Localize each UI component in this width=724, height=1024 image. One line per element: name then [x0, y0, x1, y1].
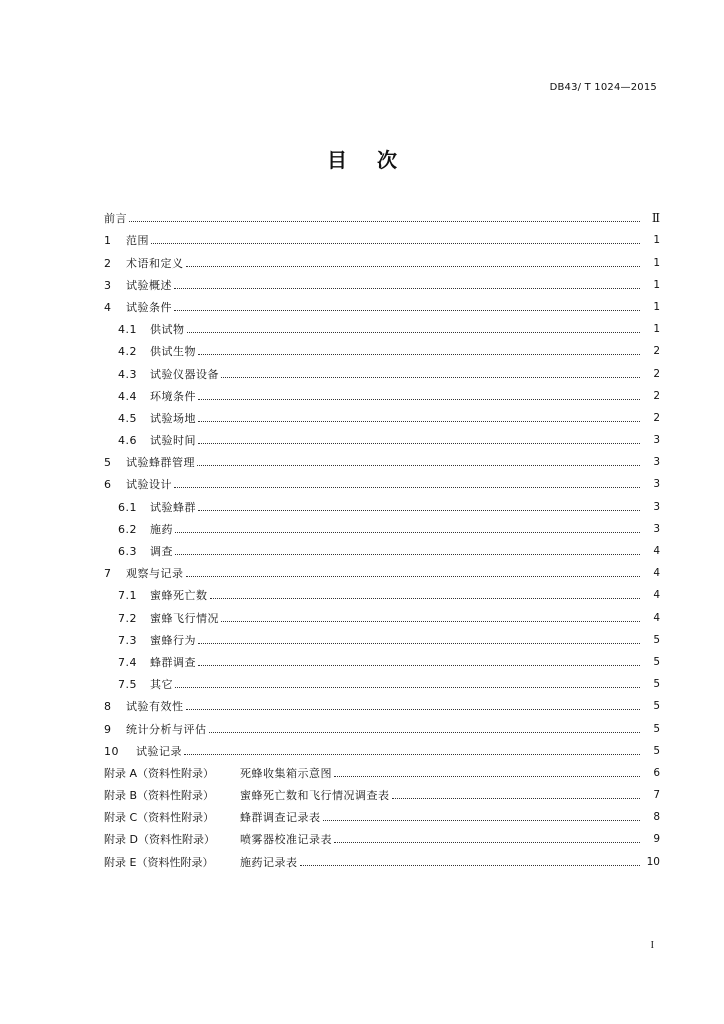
table-of-contents: [104, 203, 660, 869]
toc-entry-page: 10: [646, 855, 660, 868]
toc-entry-page: 4: [653, 589, 660, 602]
toc-entry[interactable]: [104, 602, 660, 624]
toc-entry-title: 试验条件: [126, 300, 172, 314]
toc-entry[interactable]: [104, 403, 660, 425]
toc-entry[interactable]: [104, 713, 660, 735]
toc-entry[interactable]: [104, 336, 660, 358]
page-title: [0, 144, 724, 173]
toc-entry-title: 施药: [150, 522, 173, 536]
dot-leader: [184, 754, 640, 755]
dot-leader: [174, 288, 640, 289]
dot-leader: [198, 354, 640, 355]
toc-entry-number: 3: [104, 278, 112, 292]
toc-entry-title: 试验设计: [126, 478, 172, 492]
toc-entry-label: [104, 257, 184, 270]
toc-entry-title: 试验场地: [150, 411, 196, 425]
toc-entry-label: [118, 434, 196, 447]
toc-entry-label: [118, 545, 173, 558]
toc-entry[interactable]: [104, 381, 660, 403]
toc-entry-title: 试验蜂群: [150, 500, 196, 514]
toc-entry-label: [118, 634, 196, 647]
toc-entry[interactable]: [104, 225, 660, 247]
toc-entry-page: 1: [653, 256, 660, 269]
toc-entry-number: 4.3: [118, 367, 137, 381]
toc-entry-number: 4.6: [118, 434, 137, 448]
toc-entry[interactable]: [104, 647, 660, 669]
toc-entry[interactable]: [104, 691, 660, 713]
toc-entry-page: 1: [653, 323, 660, 336]
toc-entry-label: [104, 279, 172, 292]
toc-entry-label: [104, 478, 172, 491]
toc-entry-label: [118, 656, 196, 669]
toc-entry-number: 附录 A（资料性附录）: [104, 766, 215, 780]
toc-entry-number: 4.1: [118, 323, 137, 337]
toc-entry-label: [104, 723, 207, 736]
toc-entry[interactable]: [104, 292, 660, 314]
toc-entry-label: [104, 301, 172, 314]
toc-entry-page: 3: [653, 500, 660, 513]
toc-entry-page: 3: [653, 456, 660, 469]
toc-entry-number: 6.1: [118, 500, 137, 514]
toc-entry-label: [104, 700, 184, 713]
toc-entry-number: 7.5: [118, 678, 137, 692]
toc-entry-page: 5: [653, 744, 660, 757]
dot-leader: [209, 732, 641, 733]
toc-entry-number: 4.5: [118, 411, 137, 425]
toc-entry-title: 蜂群调查记录表: [240, 811, 321, 825]
dot-leader: [151, 243, 640, 244]
toc-entry[interactable]: [104, 247, 660, 269]
dot-leader: [323, 820, 641, 821]
toc-entry-number: 8: [104, 700, 112, 714]
page-number: I: [650, 940, 654, 951]
dot-leader: [174, 487, 640, 488]
toc-entry[interactable]: [104, 736, 660, 758]
toc-entry-title: 调查: [150, 545, 173, 558]
toc-entry-page: 4: [653, 611, 660, 624]
dot-leader: [210, 598, 641, 599]
toc-entry-page: 1: [653, 278, 660, 291]
toc-entry-label: [118, 678, 173, 691]
toc-entry-number: 附录 C（资料性附录）: [104, 811, 215, 825]
toc-entry-page: 8: [653, 811, 660, 824]
toc-entry-number: 附录 B（资料性附录）: [104, 789, 215, 803]
toc-entry[interactable]: [104, 314, 660, 336]
toc-entry-number: 9: [104, 722, 112, 736]
toc-entry[interactable]: [104, 580, 660, 602]
toc-entry-number: 7.2: [118, 611, 137, 625]
toc-entry-title: 蜜蜂死亡数: [150, 589, 208, 603]
toc-entry-label: [104, 234, 149, 247]
toc-entry-label: [104, 833, 332, 846]
toc-entry[interactable]: [104, 558, 660, 580]
dot-leader: [198, 443, 640, 444]
toc-entry-number: 2: [104, 256, 112, 270]
toc-entry-label: [104, 811, 321, 824]
dot-leader: [198, 399, 640, 400]
toc-entry-title: 其它: [150, 678, 173, 692]
toc-entry-title: 范围: [126, 234, 149, 248]
toc-entry-number: 附录 E（资料性附录）: [104, 855, 214, 869]
dot-leader: [174, 310, 640, 311]
toc-entry-title: 试验时间: [150, 434, 196, 448]
toc-entry-number: 4.2: [118, 345, 137, 359]
toc-entry-page: 2: [653, 411, 660, 424]
toc-entry-number: 7.3: [118, 633, 137, 647]
toc-entry-label: [118, 368, 219, 381]
toc-entry[interactable]: [104, 425, 660, 447]
toc-entry-page: Ⅱ: [651, 211, 660, 226]
toc-entry-label: [118, 345, 196, 358]
toc-entry-number: 6: [104, 478, 112, 492]
toc-entry[interactable]: [104, 780, 660, 802]
toc-entry-label: [104, 767, 332, 780]
toc-entry-title: 蜂群调查: [150, 655, 196, 669]
toc-entry-page: 5: [653, 722, 660, 735]
toc-entry-number: 4.4: [118, 389, 137, 403]
toc-entry-number: 6.3: [118, 545, 137, 558]
toc-entry-page: 3: [653, 522, 660, 535]
toc-entry[interactable]: [104, 625, 660, 647]
dot-leader: [175, 687, 640, 688]
dot-leader: [186, 266, 641, 267]
toc-entry-page: 6: [653, 766, 660, 779]
toc-entry[interactable]: [104, 758, 660, 780]
toc-entry-title: 前言: [104, 212, 127, 226]
toc-entry-title: 施药记录表: [240, 855, 298, 869]
dot-leader: [198, 643, 640, 644]
toc-entry-title: 试验蜂群管理: [126, 456, 195, 470]
dot-leader: [198, 421, 640, 422]
document-code: DB43/ T 1024—2015: [549, 82, 657, 93]
toc-entry-title: 试验记录: [136, 744, 182, 758]
dot-leader: [175, 554, 640, 555]
toc-entry[interactable]: [104, 203, 660, 225]
toc-entry-label: [104, 212, 127, 225]
toc-entry[interactable]: [104, 469, 660, 491]
toc-entry[interactable]: [104, 669, 660, 691]
toc-entry-number: 1: [104, 234, 112, 248]
toc-entry-label: [118, 589, 208, 602]
toc-entry-page: 3: [653, 434, 660, 447]
toc-entry-page: 2: [653, 367, 660, 380]
toc-entry-page: 7: [653, 789, 660, 802]
toc-entry-title: 统计分析与评估: [126, 722, 207, 736]
toc-entry-title: 蜜蜂死亡数和飞行情况调查表: [240, 789, 390, 803]
toc-entry-label: [104, 456, 195, 469]
dot-leader: [392, 798, 641, 799]
toc-entry-page: 1: [653, 234, 660, 247]
toc-entry[interactable]: [104, 824, 660, 846]
toc-entry[interactable]: [104, 846, 660, 868]
toc-entry[interactable]: [104, 802, 660, 824]
toc-entry-page: 2: [653, 389, 660, 402]
toc-entry-title: 试验有效性: [126, 700, 184, 714]
toc-entry-title: 观察与记录: [126, 567, 184, 581]
toc-entry[interactable]: [104, 447, 660, 469]
toc-entry-label: [118, 412, 196, 425]
dot-leader: [198, 665, 640, 666]
toc-entry[interactable]: [104, 536, 660, 558]
toc-entry-title: 供试生物: [150, 345, 196, 359]
dot-leader: [197, 465, 640, 466]
toc-entry-title: 试验仪器设备: [150, 367, 219, 381]
toc-entry-title: 环境条件: [150, 389, 196, 403]
toc-entry-title: 术语和定义: [126, 256, 184, 270]
toc-entry-label: [118, 501, 196, 514]
toc-entry-label: [118, 390, 196, 403]
dot-leader: [186, 709, 641, 710]
dot-leader: [175, 532, 640, 533]
toc-entry-title: 蜜蜂飞行情况: [150, 611, 219, 625]
toc-entry-number: 7.4: [118, 655, 137, 669]
toc-entry-label: [118, 612, 219, 625]
toc-entry-page: 5: [653, 633, 660, 646]
toc-entry-number: 7: [104, 567, 112, 581]
dot-leader: [334, 842, 640, 843]
toc-entry-label: [118, 523, 173, 536]
toc-entry-title: 死蜂收集箱示意图: [240, 766, 332, 780]
dot-leader: [334, 776, 640, 777]
toc-entry-number: 7.1: [118, 589, 137, 603]
dot-leader: [129, 221, 640, 222]
toc-entry-number: 5: [104, 456, 112, 470]
toc-entry-title: 喷雾器校准记录表: [240, 833, 332, 847]
dot-leader: [221, 377, 640, 378]
toc-entry-page: 4: [653, 567, 660, 580]
toc-entry[interactable]: [104, 270, 660, 292]
toc-entry-label: [118, 323, 185, 336]
title-char-1: 目: [327, 148, 347, 172]
toc-entry-title: 供试物: [150, 323, 185, 337]
dot-leader: [187, 332, 641, 333]
toc-entry-page: 5: [653, 655, 660, 668]
toc-entry[interactable]: [104, 514, 660, 536]
dot-leader: [300, 865, 641, 866]
toc-entry-label: [104, 789, 390, 802]
toc-entry-page: 1: [653, 300, 660, 313]
toc-entry[interactable]: [104, 491, 660, 513]
toc-entry-label: [104, 856, 298, 869]
toc-entry-page: 9: [653, 833, 660, 846]
toc-entry-title: 蜜蜂行为: [150, 633, 196, 647]
toc-entry-title: 试验概述: [126, 278, 172, 292]
toc-entry-label: [104, 567, 184, 580]
toc-entry-page: 3: [653, 478, 660, 491]
toc-entry-page: 2: [653, 345, 660, 358]
toc-entry-number: 6.2: [118, 522, 137, 536]
toc-entry-page: 5: [653, 700, 660, 713]
dot-leader: [221, 621, 640, 622]
toc-entry-page: 4: [653, 545, 660, 557]
toc-entry-label: [104, 745, 182, 758]
toc-entry-number: 附录 D（资料性附录）: [104, 833, 215, 847]
dot-leader: [198, 510, 640, 511]
toc-entry-number: 4: [104, 300, 112, 314]
toc-entry[interactable]: [104, 358, 660, 380]
title-char-2: 次: [377, 148, 397, 172]
toc-entry-number: 10: [104, 744, 119, 758]
dot-leader: [186, 576, 641, 577]
toc-entry-page: 5: [653, 678, 660, 691]
